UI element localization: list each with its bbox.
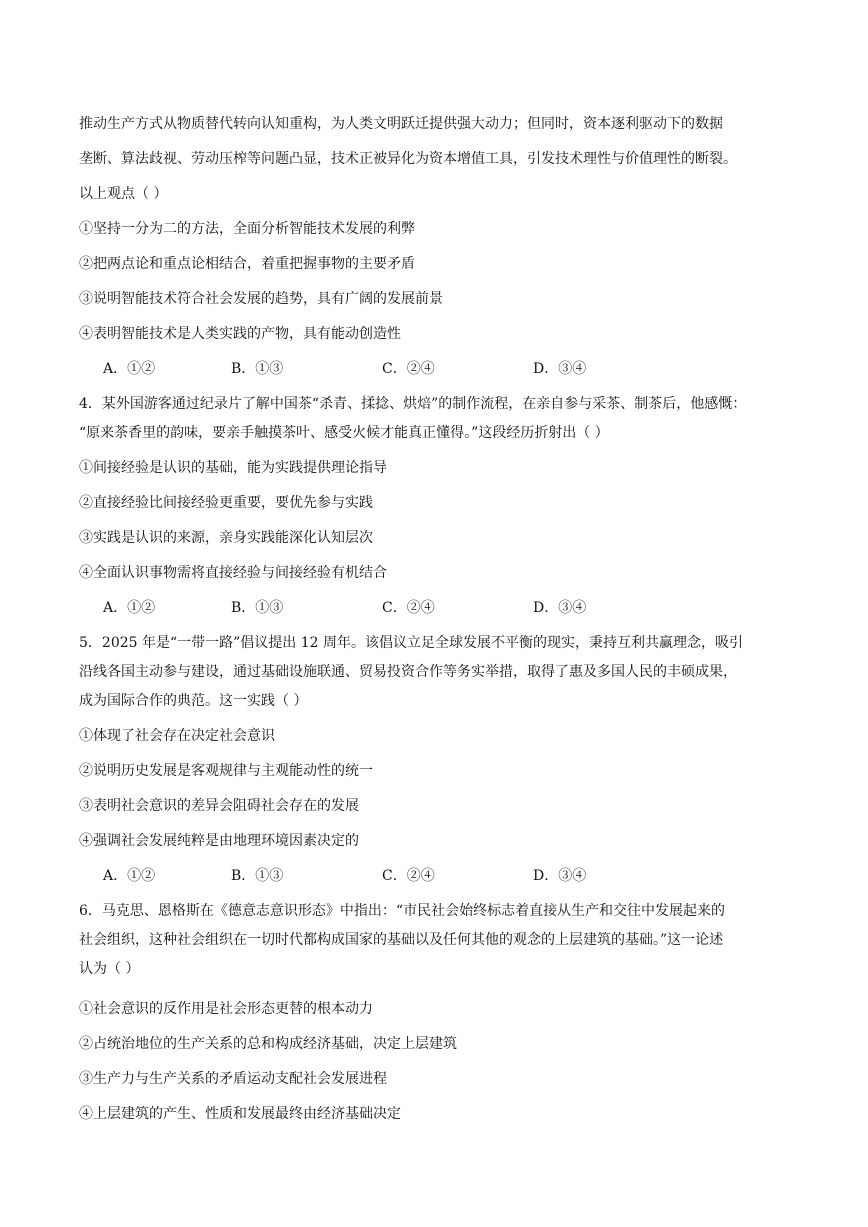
q6-stem-line-3: 认为（ ） [79,961,140,977]
q5-stem-line-3: 成为国际合作的典范。这一实践（ ） [79,693,308,709]
q6-stem-line-2: 社会组织，这种社会组织在一切时代都构成国家的基础以及任何其他的观念的上层建筑的基础。”这一论述 [79,932,724,948]
q3-option-c[interactable]: C．②④ [382,361,435,377]
q5-option-b[interactable]: B．①③ [231,868,284,884]
q3-statement-1: ①坚持一分为二的方法，全面分析智能技术发展的利弊 [79,221,415,237]
q6-stem-line-1: 6．马克思、恩格斯在《德意志意识形态》中指出：“市民社会始终标志着直接从生产和交往中发展起来的 [79,903,726,919]
q4-statement-3: ③实践是认识的来源，亲身实践能深化认知层次 [79,530,373,546]
q5-stem-line-2: 沿线各国主动参与建设，通过基础设施联通、贸易投资合作等务实举措，取得了惠及多国人民的丰硕成果， [79,664,737,680]
q3-stem-line-3: 以上观点（ ） [79,186,168,202]
q3-stem-line-2: 垄断、算法歧视、劳动压榨等问题凸显，技术正被异化为资本增值工具，引发技术理性与价值理性的断裂。 [79,151,737,167]
q4-options [103,598,703,618]
q4-statement-2: ②直接经验比间接经验更重要，要优先参与实践 [79,495,373,511]
q6-statement-3: ③生产力与生产关系的矛盾运动支配社会发展进程 [79,1071,387,1087]
q5-statement-3: ③表明社会意识的差异会阻碍社会存在的发展 [79,798,359,814]
q5-option-d[interactable]: D．③④ [533,868,587,884]
q6-statement-4: ④上层建筑的产生、性质和发展最终由经济基础决定 [79,1106,401,1122]
q5-stem-line-1: 5．2025 年是“一带一路”倡议提出 12 周年。该倡议立足全球发展不平衡的现实，秉持互利共赢理念，吸引 [79,635,744,651]
q5-options [103,866,703,886]
q5-statement-2: ②说明历史发展是客观规律与主观能动性的统一 [79,763,373,779]
q5-statement-4: ④强调社会发展纯粹是由地理环境因素决定的 [79,833,359,849]
q3-option-d[interactable]: D．③④ [533,361,587,377]
q4-stem-line-1: 4．某外国游客通过纪录片了解中国茶“杀青、揉捻、烘焙”的制作流程，在亲自参与采茶、制茶后，他感慨： [79,396,747,412]
q3-option-a[interactable]: A．①② [103,361,156,377]
q5-option-c[interactable]: C．②④ [382,868,435,884]
q3-statement-2: ②把两点论和重点论相结合，着重把握事物的主要矛盾 [79,256,415,272]
q4-statement-1: ①间接经验是认识的基础，能为实践提供理论指导 [79,460,387,476]
q4-option-c[interactable]: C．②④ [382,600,435,616]
q4-option-b[interactable]: B．①③ [231,600,284,616]
q5-option-a[interactable]: A．①② [103,868,156,884]
q4-option-a[interactable]: A．①② [103,600,156,616]
q3-statement-3: ③说明智能技术符合社会发展的趋势，具有广阔的发展前景 [79,291,443,307]
q3-option-b[interactable]: B．①③ [231,361,284,377]
q6-statement-2: ②占统治地位的生产关系的总和构成经济基础，决定上层建筑 [79,1036,457,1052]
q5-statement-1: ①体现了社会存在决定社会意识 [79,728,275,744]
q4-option-d[interactable]: D．③④ [533,600,587,616]
q4-statement-4: ④全面认识事物需将直接经验与间接经验有机结合 [79,565,387,581]
q4-stem-line-2: “原来茶香里的韵味，要亲手触摸茶叶、感受火候才能真正懂得。”这段经历折射出（ ） [79,425,609,441]
q3-stem-line-1: 推动生产方式从物质替代转向认知重构，为人类文明跃迁提供强大动力；但同时，资本逐利驱动下的数据 [79,116,723,132]
q3-options [103,359,703,379]
q3-statement-4: ④表明智能技术是人类实践的产物，具有能动创造性 [79,326,401,342]
q6-statement-1: ①社会意识的反作用是社会形态更替的根本动力 [79,1001,373,1017]
